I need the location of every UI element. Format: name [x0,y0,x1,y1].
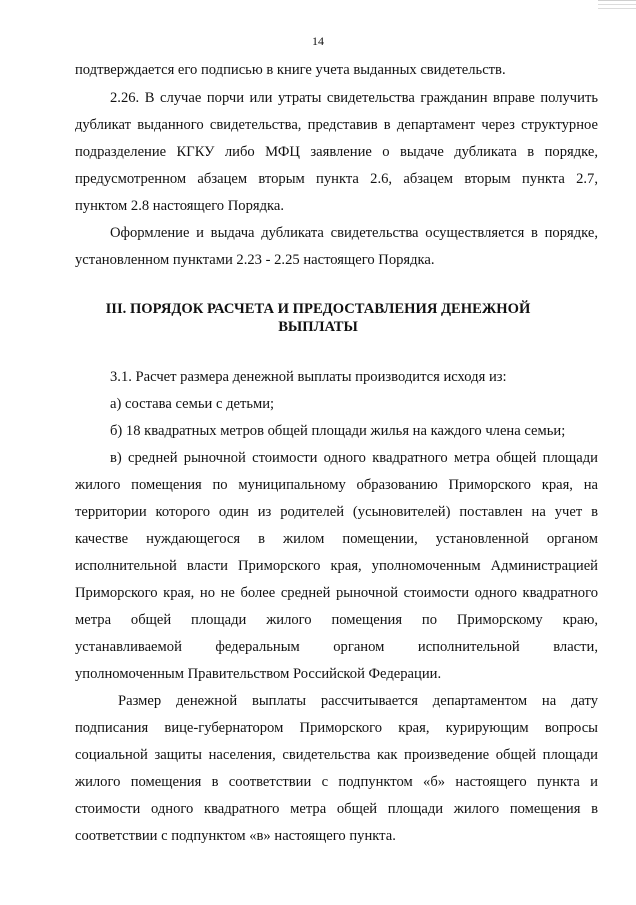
list-item-v-first-line: в) средней рыночной стоимости одного квадратного метра общей площади [110,450,598,466]
text-line: качестве нуждающегося в жилом помещении, установленной органом [75,531,598,547]
list-item-a: а) состава семьи с детьми; [110,396,275,412]
section-heading-line-1: III. ПОРЯДОК РАСЧЕТА И ПРЕДОСТАВЛЕНИЯ ДЕНЕЖНОЙ [105,301,531,317]
paragraph-payment-first-line: Размер денежной выплаты рассчитывается департаментом на дату [118,693,598,709]
text-line: подразделение КГКУ либо МФЦ заявление о выдаче дубликата в порядке, [75,144,598,160]
text-line: жилого помещения по муниципальному образованию Приморского края, на [75,477,598,493]
paragraph-2-26-first-line: 2.26. В случае порчи или утраты свидетельства гражданин вправе получить [110,90,598,106]
text-line: уполномоченным Правительством Российской Федерации. [75,666,442,682]
page-number: 14 [312,34,324,48]
text-line: подтверждается его подписью в книге учета выданных свидетельств. [75,62,506,78]
text-line: соответствии с подпунктом «в» настоящего пункта. [75,828,396,844]
text-line: подписания вице-губернатором Приморского края, курирующим вопросы [75,720,598,736]
text-line: устанавливаемой федеральным органом исполнительной власти, [75,639,598,655]
text-line: пунктом 2.8 настоящего Порядка. [75,198,285,214]
text-line: исполнительной власти Приморского края, уполномоченным Администрацией [75,558,598,574]
list-item-b: б) 18 квадратных метров общей площади жилья на каждого члена семьи; [110,423,566,439]
text-line: жилого помещения в соответствии с подпунктом «б» настоящего пункта и [75,774,598,790]
text-line: предусмотренном абзацем вторым пункта 2.6, абзацем вторым пункта 2.7, [75,171,598,187]
paragraph-duplicate-first-line: Оформление и выдача дубликата свидетельства осуществляется в порядке, [110,225,598,241]
text-line: дубликат выданного свидетельства, представив в департамент через структурное [75,117,598,133]
paragraph-3-1-line: 3.1. Расчет размера денежной выплаты производится исходя из: [110,369,507,385]
section-heading-line-2: ВЫПЛАТЫ [278,319,358,335]
text-line: установленном пунктами 2.23 - 2.25 настоящего Порядка. [75,252,435,268]
text-line: метра общей площади жилого помещения по Приморскому краю, [75,612,598,628]
text-line: территории которого один из родителей (усыновителей) поставлен на учет в [75,504,598,520]
text-line: социальной защиты населения, свидетельства как произведение общей площади [75,747,598,763]
text-line: стоимости одного квадратного метра общей площади жилого помещения в [75,801,598,817]
corner-scan-mark [598,0,636,11]
text-line: Приморского края, но не более средней рыночной стоимости одного квадратного [75,585,598,601]
